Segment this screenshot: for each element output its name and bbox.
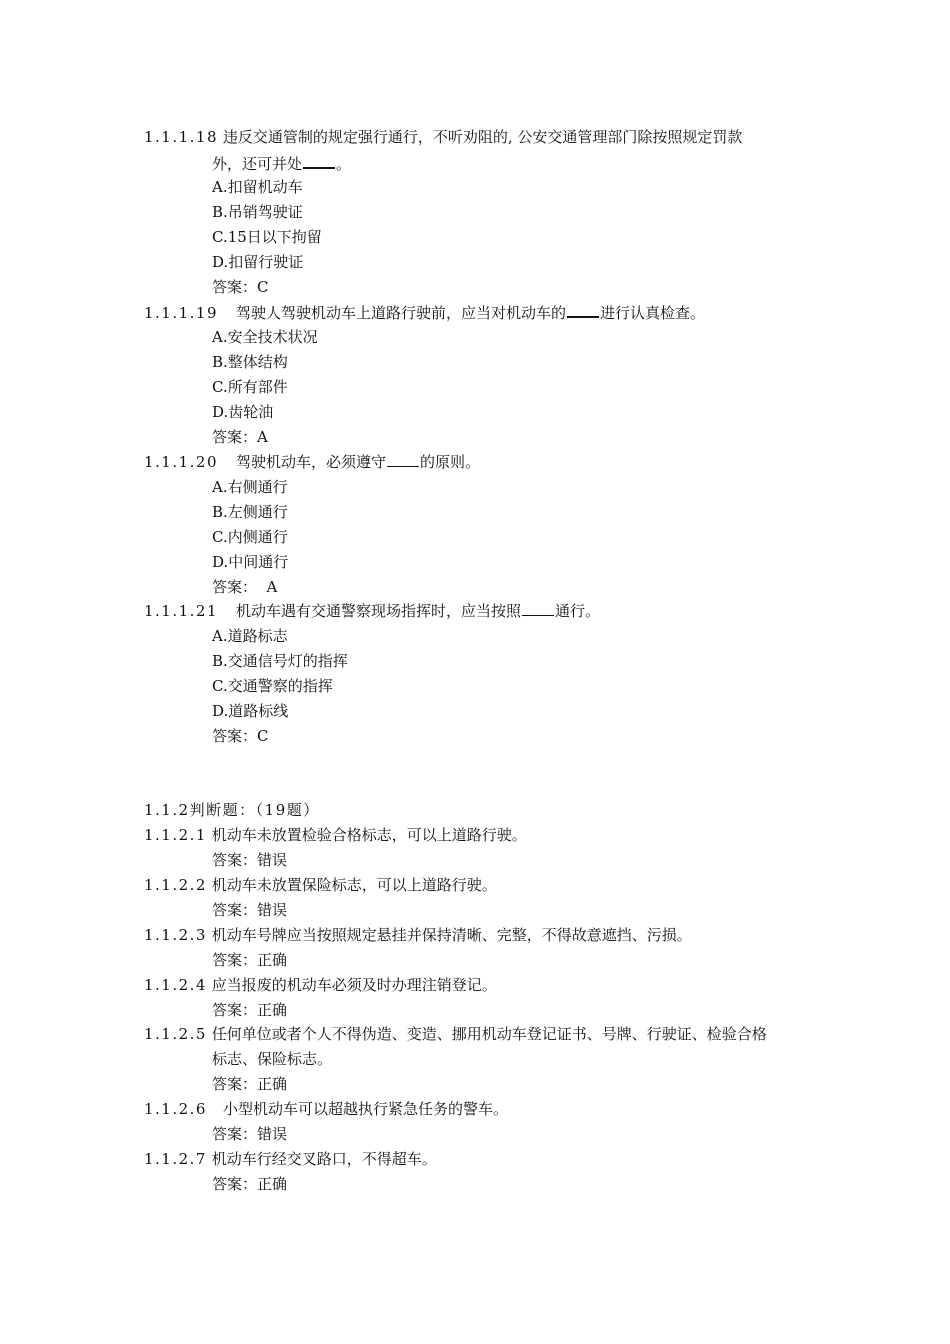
question-text: 的原则。 <box>420 453 481 471</box>
option-d: D.道路标线 <box>212 702 289 720</box>
question-text: 机动车号牌应当按照规定悬挂并保持清晰、完整，不得故意遮挡、污损。 <box>211 926 692 944</box>
question-text: 通行。 <box>555 602 601 620</box>
answer: 答案：正确 <box>212 1075 288 1093</box>
option-c: C.内侧通行 <box>212 528 288 546</box>
answer: 答案：错误 <box>212 901 288 919</box>
tf-question-3 <box>144 925 692 945</box>
fill-blank <box>567 302 599 318</box>
option-d: D.中间通行 <box>212 553 289 571</box>
answer: 答案： A <box>212 578 278 596</box>
option-b: B.交通信号灯的指挥 <box>212 652 348 670</box>
question-21 <box>144 601 600 621</box>
fill-blank <box>387 452 419 467</box>
question-number: 1.1.1.21 <box>144 602 219 620</box>
option-c: C.15日以下拘留 <box>212 228 322 246</box>
question-text: 驾驶机动车，必须遵守 <box>236 453 387 471</box>
question-text: 驾驶人驾驶机动车上道路行驶前，应当对机动车的 <box>236 304 567 322</box>
fill-blank <box>522 601 554 616</box>
option-b: B.整体结构 <box>212 353 288 371</box>
question-text: 违反交通管制的规定强行通行，不听劝阻的, 公安交通管理部门除按照规定罚款 <box>222 128 743 146</box>
option-a: A.道路标志 <box>212 627 288 645</box>
tf-question-4 <box>144 975 497 995</box>
question-text: 任何单位或者个人不得伪造、变造、挪用机动车登记证书、号牌、行驶证、检验合格 <box>211 1025 767 1043</box>
question-number: 1.1.2.4 <box>144 976 207 994</box>
fill-blank <box>303 153 335 169</box>
question-text: 机动车未放置检验合格标志，可以上道路行驶。 <box>211 826 527 844</box>
tf-question-6 <box>144 1099 508 1119</box>
answer: 答案：错误 <box>212 1125 288 1143</box>
question-number: 1.1.2.7 <box>144 1150 207 1168</box>
question-number: 1.1.2.2 <box>144 876 207 894</box>
answer: 答案：C <box>212 278 269 296</box>
question-text: 小型机动车可以超越执行紧急任务的警车。 <box>222 1100 508 1118</box>
question-text: 应当报废的机动车必须及时办理注销登记。 <box>211 976 497 994</box>
answer: 答案：错误 <box>212 851 288 869</box>
question-number: 1.1.1.18 <box>144 128 219 146</box>
tf-question-5 <box>144 1024 767 1044</box>
question-text: 外，还可并处 <box>212 155 303 173</box>
question-text: 进行认真检查。 <box>600 304 706 322</box>
question-number: 1.1.2.5 <box>144 1025 207 1043</box>
question-19 <box>144 302 705 323</box>
option-c: C.交通警察的指挥 <box>212 677 333 695</box>
question-number: 1.1.2.6 <box>144 1100 207 1118</box>
tf-question-2 <box>144 875 497 895</box>
answer: 答案：正确 <box>212 951 288 969</box>
question-18 <box>144 127 742 147</box>
option-b: B.左侧通行 <box>212 503 288 521</box>
answer: 答案：正确 <box>212 1001 288 1019</box>
question-number: 1.1.2.3 <box>144 926 207 944</box>
question-text: 机动车行经交叉路口，不得超车。 <box>211 1150 437 1168</box>
question-20 <box>144 452 480 472</box>
option-b: B.吊销驾驶证 <box>212 203 303 221</box>
question-text: 机动车遇有交通警察现场指挥时，应当按照 <box>236 602 522 620</box>
answer: 答案：A <box>212 428 268 446</box>
option-d: D.齿轮油 <box>212 403 274 421</box>
option-a: A.扣留机动车 <box>212 178 303 196</box>
section-heading: 1.1.2判断题：（19题） <box>144 801 320 819</box>
question-number: 1.1.2.1 <box>144 826 207 844</box>
answer: 答案：正确 <box>212 1175 288 1193</box>
tf-question-1 <box>144 825 527 845</box>
question-number: 1.1.1.19 <box>144 304 219 322</box>
tf-question-7 <box>144 1149 437 1169</box>
question-text: 。 <box>336 155 352 173</box>
option-c: C.所有部件 <box>212 378 288 396</box>
question-text: 机动车未放置保险标志，可以上道路行驶。 <box>211 876 497 894</box>
tf-question-5-continued: 标志、保险标志。 <box>212 1050 333 1068</box>
option-a: A.安全技术状况 <box>212 328 318 346</box>
option-d: D.扣留行驶证 <box>212 253 304 271</box>
question-number: 1.1.1.20 <box>144 453 219 471</box>
option-a: A.右侧通行 <box>212 478 288 496</box>
question-18-continued <box>212 153 351 174</box>
answer: 答案：C <box>212 727 269 745</box>
